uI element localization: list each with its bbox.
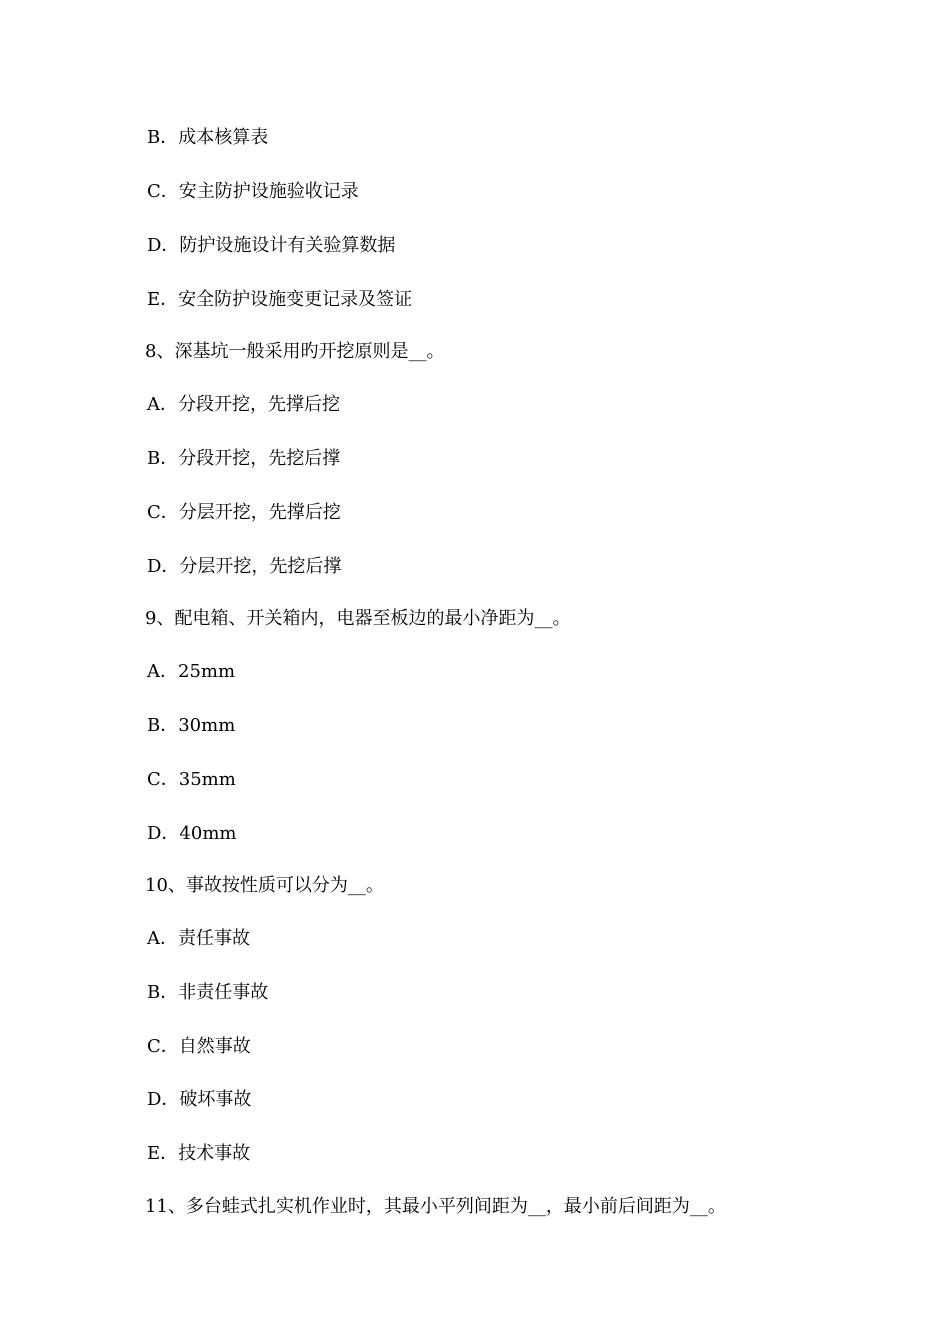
q9-option-a: A．25mm (147, 661, 236, 682)
question-9: 9、配电箱、开关箱内，电器至板边的最小净距为__。 (145, 608, 571, 629)
q10-option-b: B．非责任事故 (147, 982, 269, 1003)
question-8: 8、深基坑一般采用旳开挖原则是__。 (145, 341, 445, 362)
question-11: 11、多台蛙式扎实机作业时，其最小平列间距为__，最小前后间距为__。 (145, 1196, 726, 1217)
q8-option-a: A．分段开挖，先撑后挖 (147, 394, 340, 415)
q8-option-b: B．分段开挖，先挖后撑 (147, 448, 341, 469)
q9-option-d: D．40mm (147, 823, 237, 844)
q9-option-c: C．35mm (147, 769, 236, 790)
question-10: 10、事故按性质可以分为__。 (145, 875, 384, 896)
q10-option-c: C．自然事故 (147, 1036, 251, 1057)
q8-option-d: D．分层开挖，先挖后撑 (147, 556, 342, 577)
option-b-cost-accounting: B．成本核算表 (147, 127, 269, 148)
q10-option-a: A．责任事故 (147, 928, 250, 949)
q10-option-d: D．破坏事故 (147, 1089, 252, 1110)
option-d-design-data: D．防护设施设计有关验算数据 (147, 235, 396, 256)
q10-option-e: E．技术事故 (147, 1143, 251, 1164)
option-e-change-record: E．安全防护设施变更记录及签证 (147, 289, 413, 310)
q8-option-c: C．分层开挖，先撑后挖 (147, 502, 341, 523)
q9-option-b: B．30mm (147, 715, 236, 736)
option-c-acceptance-record: C．安主防护设施验收记录 (147, 181, 359, 202)
